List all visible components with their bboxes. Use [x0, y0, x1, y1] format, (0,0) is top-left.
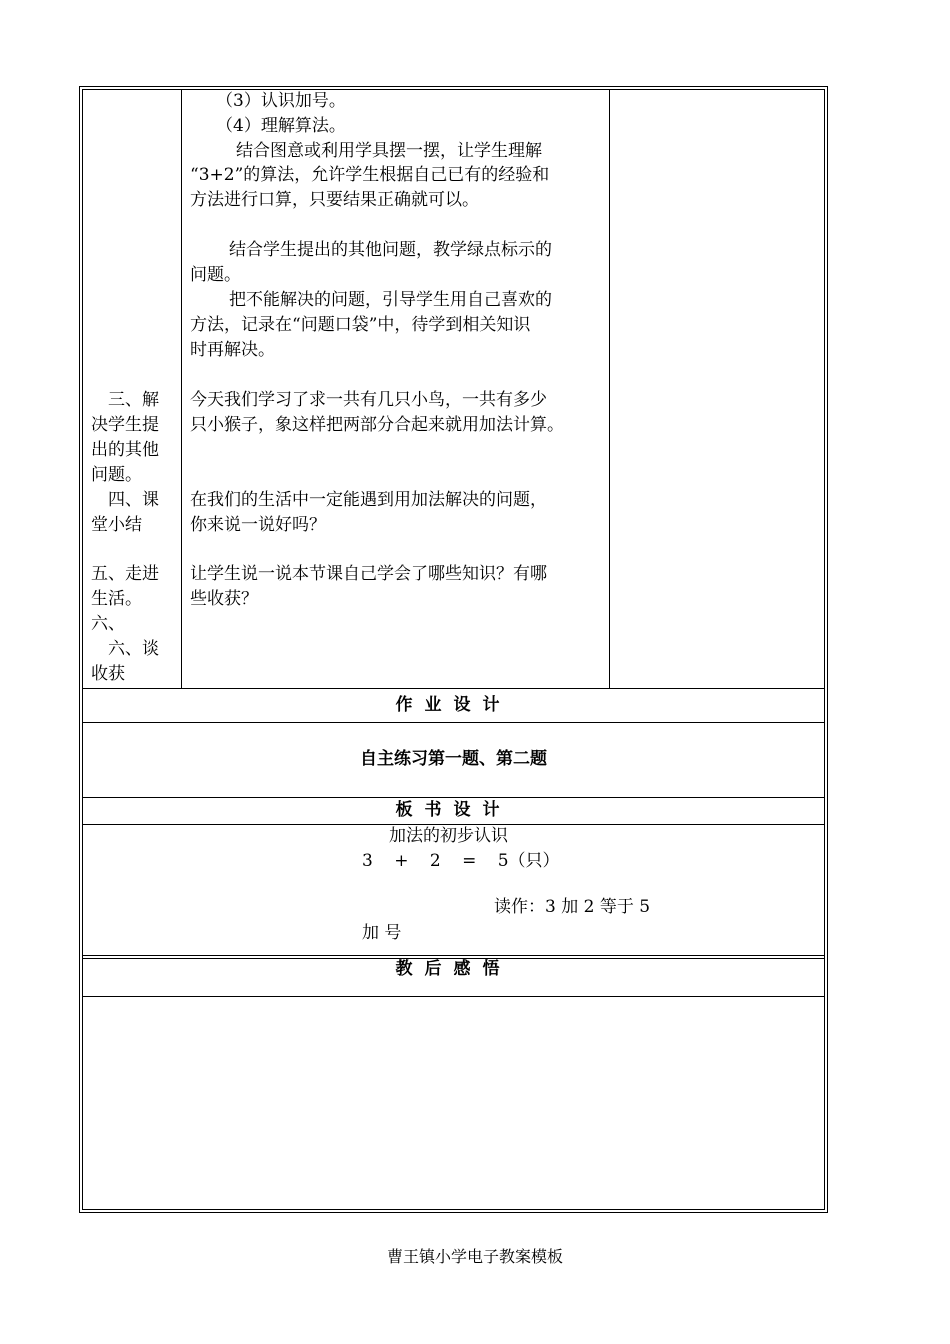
content-line: 只小猴子，象这样把两部分合起来就用加法计算。 [190, 415, 564, 435]
column-divider-right [609, 89, 610, 688]
step-label: 堂小结 [91, 515, 142, 535]
content-line: 在我们的生活中一定能遇到用加法解决的问题， [190, 490, 547, 510]
board-plus-label: 加 号 [362, 923, 402, 943]
step-label: 三、解 [108, 390, 159, 410]
step-label: 六、 [91, 614, 125, 634]
page-footer: 曹王镇小学电子教案模板 [386, 1247, 563, 1266]
board-equation: 3 + 2 = 5（只） [362, 851, 560, 871]
content-line: （3）认识加号。 [216, 91, 346, 111]
column-divider-left [181, 89, 182, 688]
content-line: 方法进行口算，只要结果正确就可以。 [190, 190, 479, 210]
step-label: 出的其他 [91, 440, 159, 460]
step-label: 五、走进 [91, 564, 159, 584]
board-reading: 读作：3 加 2 等于 5 [494, 897, 651, 917]
step-label: 四、课 [108, 490, 159, 510]
step-label: 问题。 [91, 465, 142, 485]
row-divider [82, 996, 825, 997]
content-line: “3+2”的算法，允许学生根据自己已有的经验和 [190, 165, 550, 185]
content-line: （4）理解算法。 [216, 116, 346, 136]
content-line: 方法，记录在“问题口袋”中，待学到相关知识 [190, 315, 531, 335]
homework-text: 自主练习第一题、第二题 [360, 749, 547, 769]
step-label: 生活。 [91, 589, 142, 609]
reflection-heading: 教后感悟 [395, 959, 512, 979]
homework-heading: 作业设计 [395, 695, 512, 715]
row-divider [82, 955, 825, 956]
content-line: 时再解决。 [190, 340, 275, 360]
content-line: 让学生说一说本节课自己学会了哪些知识？有哪 [190, 564, 547, 584]
row-divider [82, 688, 825, 689]
board-title: 加法的初步认识 [389, 826, 508, 846]
row-divider [82, 722, 825, 723]
content-line: 问题。 [190, 265, 241, 285]
content-line: 把不能解决的问题，引导学生用自己喜欢的 [229, 290, 552, 310]
step-label: 六、谈 [108, 639, 159, 659]
step-label: 决学生提 [91, 415, 159, 435]
board-heading: 板书设计 [395, 800, 512, 820]
content-line: 你来说一说好吗？ [190, 515, 326, 535]
content-line: 些收获？ [190, 589, 258, 609]
step-label: 收获 [91, 664, 125, 684]
content-line: 今天我们学习了求一共有几只小鸟，一共有多少 [190, 390, 547, 410]
content-line: 结合学生提出的其他问题，教学绿点标示的 [229, 240, 552, 260]
content-line: 结合图意或利用学具摆一摆，让学生理解 [236, 141, 542, 161]
